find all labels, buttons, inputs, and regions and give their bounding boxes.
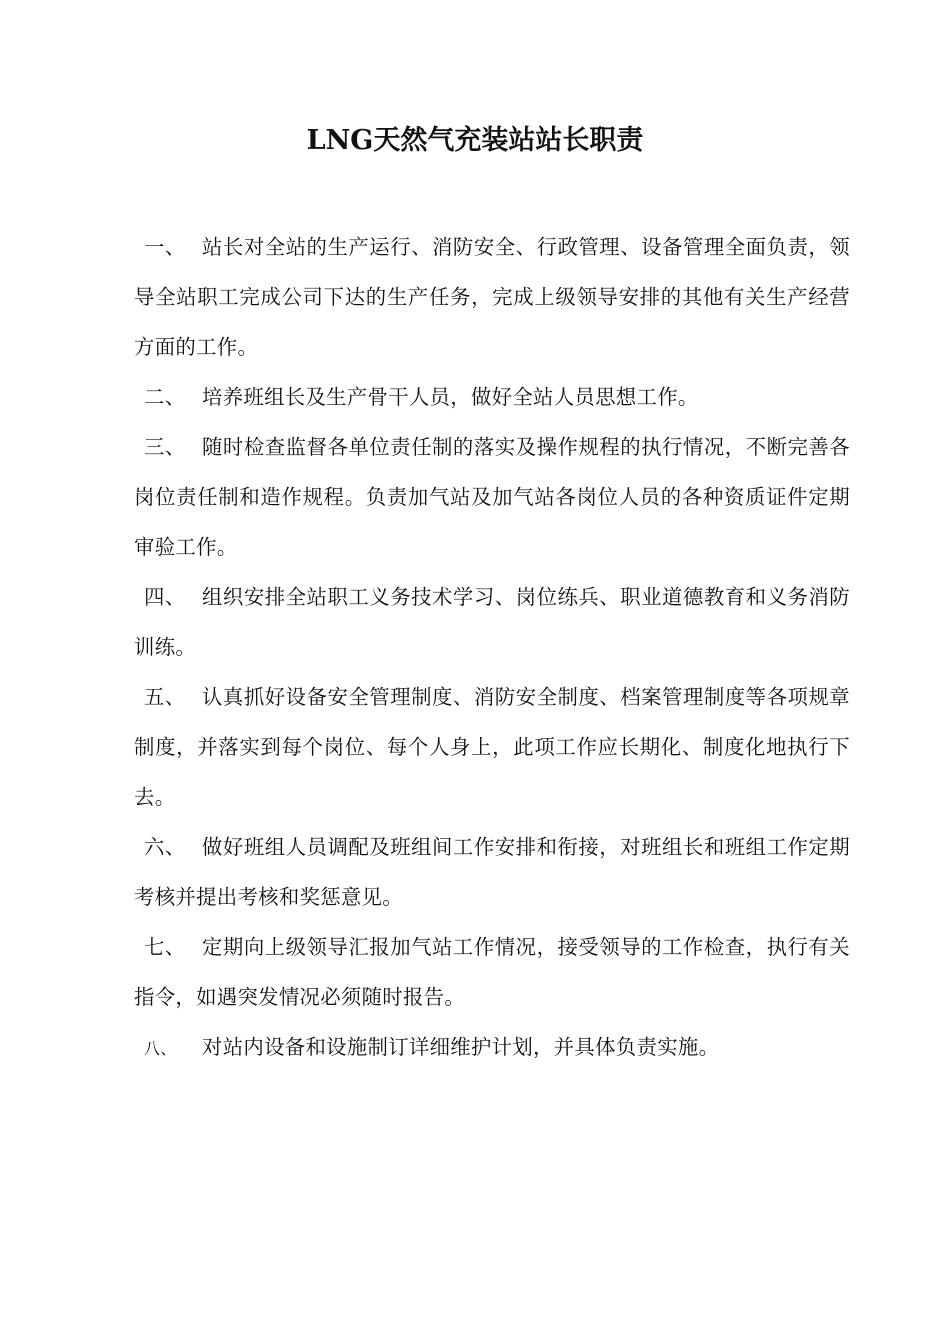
duty-item-text: 站长对全站的生产运行、消防安全、行政管理、设备管理全面负责，领导全站职工完成公司下达的生产任务，完成上级领导安排的其他有关生产经营方面的工作。 [134, 235, 850, 359]
duty-item-4 [134, 572, 850, 672]
duty-item-7 [134, 922, 850, 1022]
duty-item-2 [134, 372, 850, 422]
duty-item-text: 培养班组长及生产骨干人员，做好全站人员思想工作。 [202, 385, 699, 409]
duty-item-number: 四、 [144, 585, 186, 609]
duty-item-number: 三、 [144, 435, 186, 459]
duty-item-5 [134, 672, 850, 822]
duty-item-number: 一、 [144, 235, 186, 259]
duty-item-text: 认真抓好设备安全管理制度、消防安全制度、档案管理制度等各项规章制度，并落实到每个岗位、每个人身上，此项工作应长期化、制度化地执行下去。 [134, 685, 850, 809]
duty-item-number: 六、 [144, 835, 186, 859]
duty-item-text: 组织安排全站职工义务技术学习、岗位练兵、职业道德教育和义务消防训练。 [134, 585, 850, 659]
document-title: LNG天然气充装站站长职责 [306, 125, 644, 156]
duty-item-number: 七、 [144, 935, 186, 959]
duty-item-text: 做好班组人员调配及班组间工作安排和衔接，对班组长和班组工作定期考核并提出考核和奖惩意见。 [134, 835, 850, 909]
duty-item-text: 对站内设备和设施制订详细维护计划，并具体负责实施。 [202, 1035, 720, 1059]
duty-item-text: 定期向上级领导汇报加气站工作情况，接受领导的工作检查，执行有关指令，如遇突发情况必须随时报告。 [134, 935, 850, 1009]
duty-list [134, 222, 850, 1072]
duty-item-text: 随时检查监督各单位责任制的落实及操作规程的执行情况，不断完善各岗位责任制和造作规程。负责加气站及加气站各岗位人员的各种资质证件定期审验工作。 [134, 435, 850, 559]
duty-item-1 [134, 222, 850, 372]
duty-item-number: 八、 [144, 1039, 177, 1058]
duty-item-number: 二、 [144, 385, 186, 409]
duty-item-3 [134, 422, 850, 572]
duty-item-8 [134, 1022, 850, 1072]
duty-item-6 [134, 822, 850, 922]
duty-item-number: 五、 [144, 685, 186, 709]
